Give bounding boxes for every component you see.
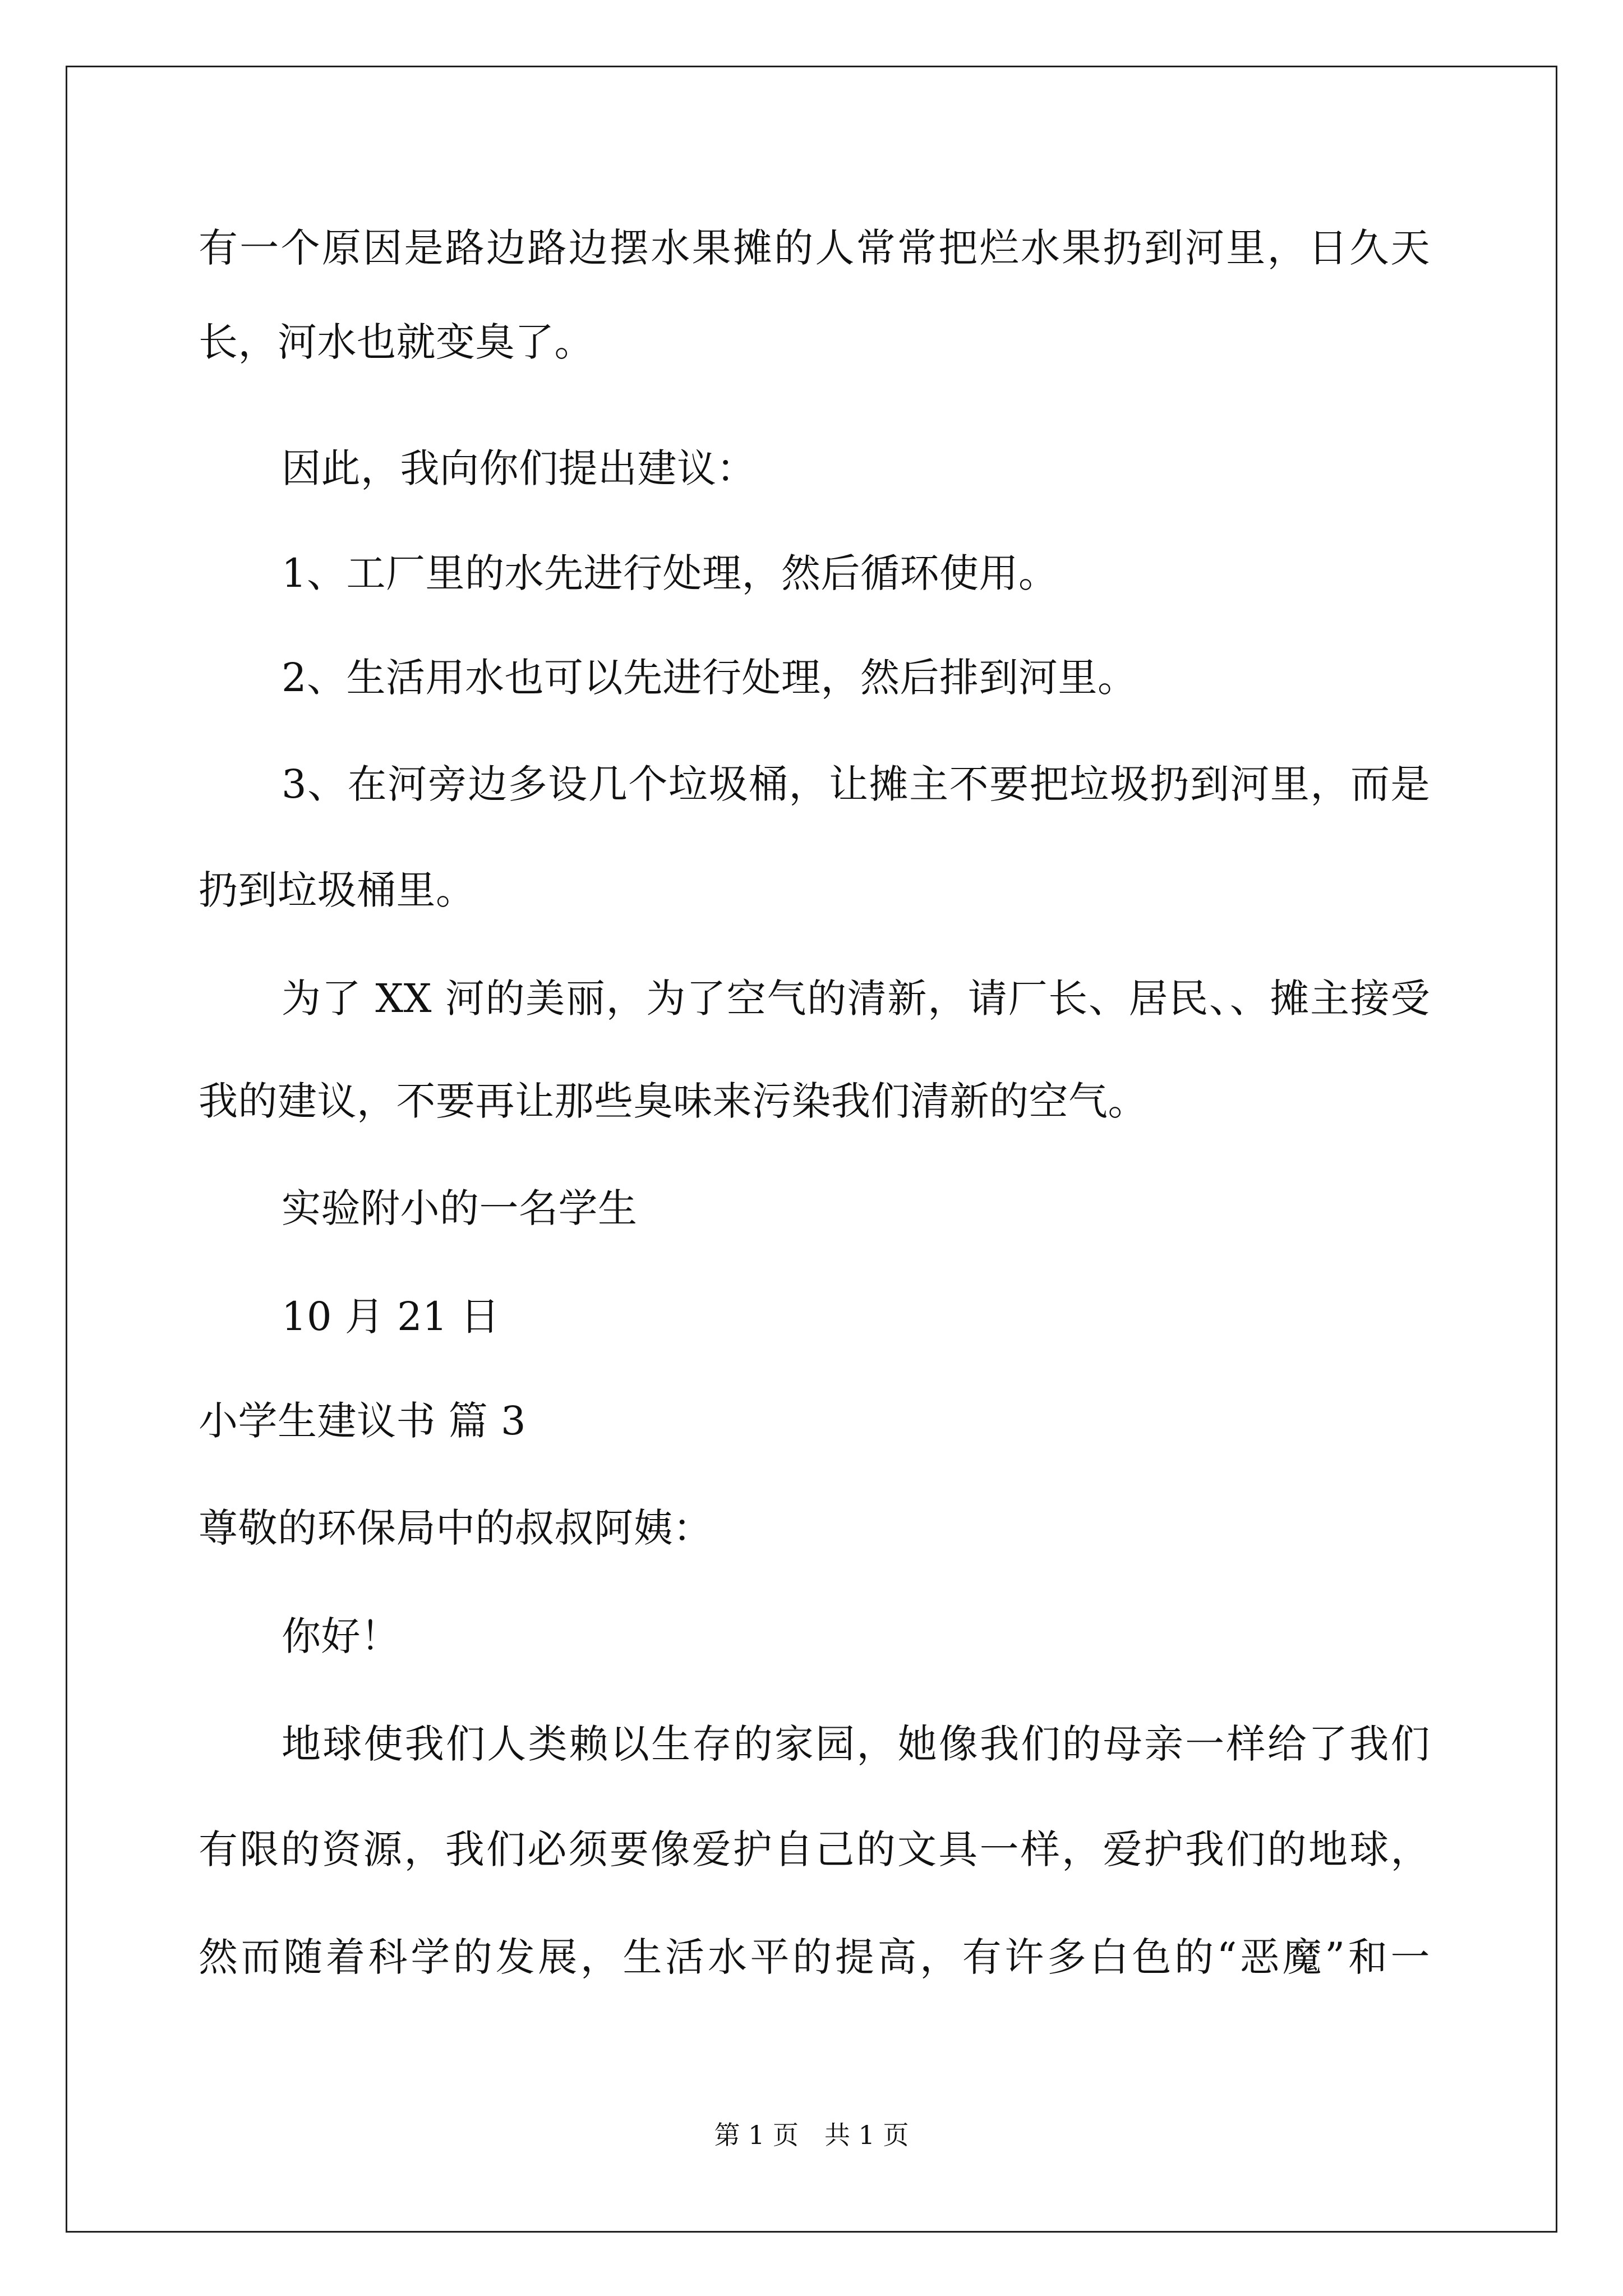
body-line-17: 然而随着科学的发展，生活水平的提高，有许多白色的“恶魔”和一	[199, 1934, 1430, 1980]
body-line-16: 有限的资源，我们必须要像爱护自己的文具一样，爱护我们的地球，	[199, 1826, 1430, 1872]
salutation-line: 尊敬的环保局中的叔叔阿姨：	[199, 1505, 713, 1551]
body-line-9: 我的建议，不要再让那些臭味来污染我们清新的空气。	[199, 1078, 1147, 1124]
body-line-5: 2、生活用水也可以先进行处理，然后排到河里。	[282, 655, 1137, 701]
body-line-2: 长，河水也就变臭了。	[199, 319, 594, 365]
body-line-7: 扔到垃圾桶里。	[199, 867, 476, 913]
body-line-1: 有一个原因是路边路边摆水果摊的人常常把烂水果扔到河里，日久天	[199, 225, 1430, 271]
body-line-15: 地球使我们人类赖以生存的家园，她像我们的母亲一样给了我们	[282, 1721, 1430, 1767]
section-title: 小学生建议书 篇 3	[199, 1398, 527, 1444]
signature-line: 实验附小的一名学生	[282, 1185, 638, 1231]
page-border	[66, 66, 1557, 2233]
body-line-6: 3、在河旁边多设几个垃圾桶，让摊主不要把垃圾扔到河里，而是	[282, 761, 1430, 807]
body-line-3: 因此，我向你们提出建议：	[282, 445, 756, 491]
greeting-line: 你好！	[282, 1613, 400, 1659]
date-line: 10 月 21 日	[282, 1294, 500, 1340]
body-line-8: 为了 XX 河的美丽，为了空气的清新，请厂长、居民、、摊主接受	[282, 976, 1430, 1022]
body-line-4: 1、工厂里的水先进行处理，然后循环使用。	[282, 550, 1058, 596]
page-footer: 第 1 页 共 1 页	[714, 2120, 909, 2150]
